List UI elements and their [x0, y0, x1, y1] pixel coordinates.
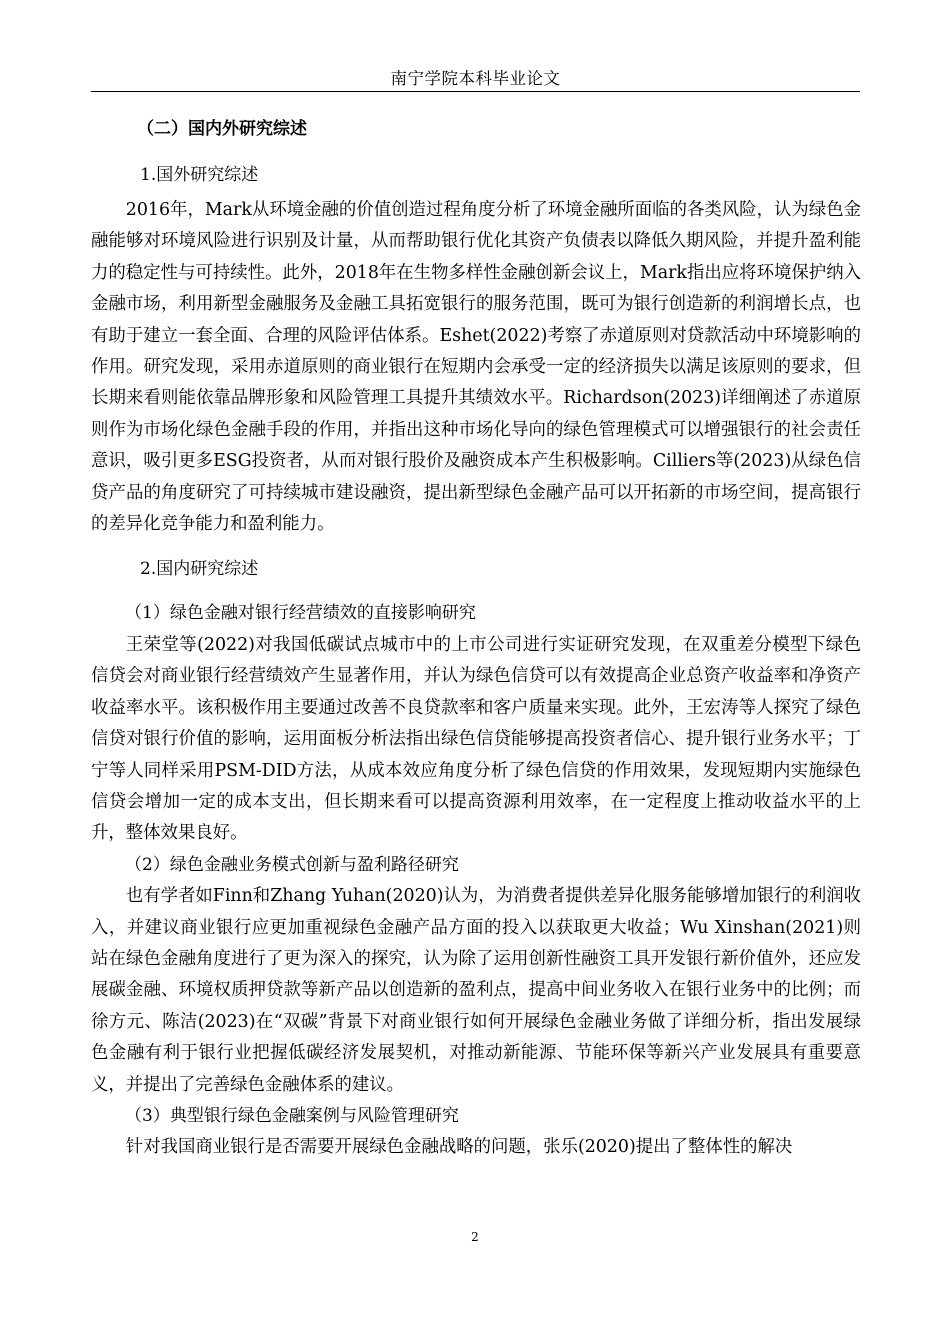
sub-heading-3: （3）典型银行绿色金融案例与风险管理研究 — [125, 1105, 459, 1126]
page-number: 2 — [471, 1230, 479, 1244]
running-header: 南宁学院本科毕业论文 — [390, 69, 561, 88]
sub-heading-1: （1）绿色金融对银行经营绩效的直接影响研究 — [125, 603, 476, 624]
paragraph-sub-2: 也有学者如Finn和Zhang Yuhan(2020)认为，为消费者提供差异化服务能够增加银行的利润收入，并建议商业银行应更加重视绿色金融产品方面的投入以获取更大收益；Wu Xinshan(2021)则站在绿色金融角度进行了更为深入的探究，认为除了运用创新性融资工具开发银行新价值外，还应发展碳金融、环境权质押贷款等新产品以创造新的盈利点，提高中间业务收入在银行业务中的比例；而徐方元、陈洁(2023)在“双碳”背景下对商业银行如何开展绿色金融业务做了详细分析，指出发展绿色金融有利于银行业把握低碳经济发展契机，对推动新能源、节能环保等新兴产业发展具有重要意义，并提出了完善绿色金融体系的建议。 — [91, 886, 861, 1095]
paragraph-sub-3: 针对我国商业银行是否需要开展绿色金融战略的问题，张乐(2020)提出了整体性的解决 — [125, 1137, 793, 1158]
paragraph-sub-1: 王荣堂等(2022)对我国低碳试点城市中的上市公司进行实证研究发现，在双重差分模型下绿色信贷会对商业银行经营绩效产生显著作用，并认为绿色信贷可以有效提高企业总资产收益率和净资产收益率水平。该积极作用主要通过改善不良贷款率和客户质量来实现。此外，王宏涛等人探究了绿色信贷对银行价值的影响，运用面板分析法指出绿色信贷能够提高投资者信心、提升银行业务水平；丁宁等人同样采用PSM-DID方法，从成本效应角度分析了绿色信贷的作用效果，发现短期内实施绿色信贷会增加一定的成本支出，但长期来看可以提高资源利用效率，在一定程度上推动收益水平的上升，整体效果良好。 — [91, 634, 861, 844]
header-rule — [91, 91, 860, 92]
section-heading: （二）国内外研究综述 — [137, 119, 307, 139]
subsection-heading-domestic: 2.国内研究综述 — [140, 559, 259, 580]
paragraph-foreign-review: 2016年，Mark从环境金融的价值创造过程角度分析了环境金融所面临的各类风险，认为绿色金融能够对环境风险进行识别及计量，从而帮助银行优化其资产负债表以降低久期风险，并提升盈利能力的稳定性与可持续性。此外，2018年在生物多样性金融创新会议上，Mark指出应将环境保护纳入金融市场，利用新型金融服务及金融工具拓宽银行的服务范围，既可为银行创造新的利润增长点，也有助于建立一套全面、合理的风险评估体系。Eshet(2022)考察了赤道原则对贷款活动中环境影响的作用。研究发现，采用赤道原则的商业银行在短期内会承受一定的经济损失以满足该原则的要求，但长期来看则能依靠品牌形象和风险管理工具提升其绩效水平。Richardson(2023)详细阐述了赤道原则作为市场化绿色金融手段的作用，并指出这种市场化导向的绿色管理模式可以增强银行的社会责任意识，吸引更多ESG投资者，从而对银行股价及融资成本产生积极影响。Cilliers等(2023)从绿色信贷产品的角度研究了可持续城市建设融资，提出新型绿色金融产品可以开拓新的市场空间，提高银行的差异化竞争能力和盈利能力。 — [91, 200, 861, 535]
page-body — [91, 114, 861, 1164]
sub-heading-2: （2）绿色金融业务模式创新与盈利路径研究 — [125, 854, 459, 875]
subsection-heading-foreign: 1.国外研究综述 — [140, 165, 259, 185]
